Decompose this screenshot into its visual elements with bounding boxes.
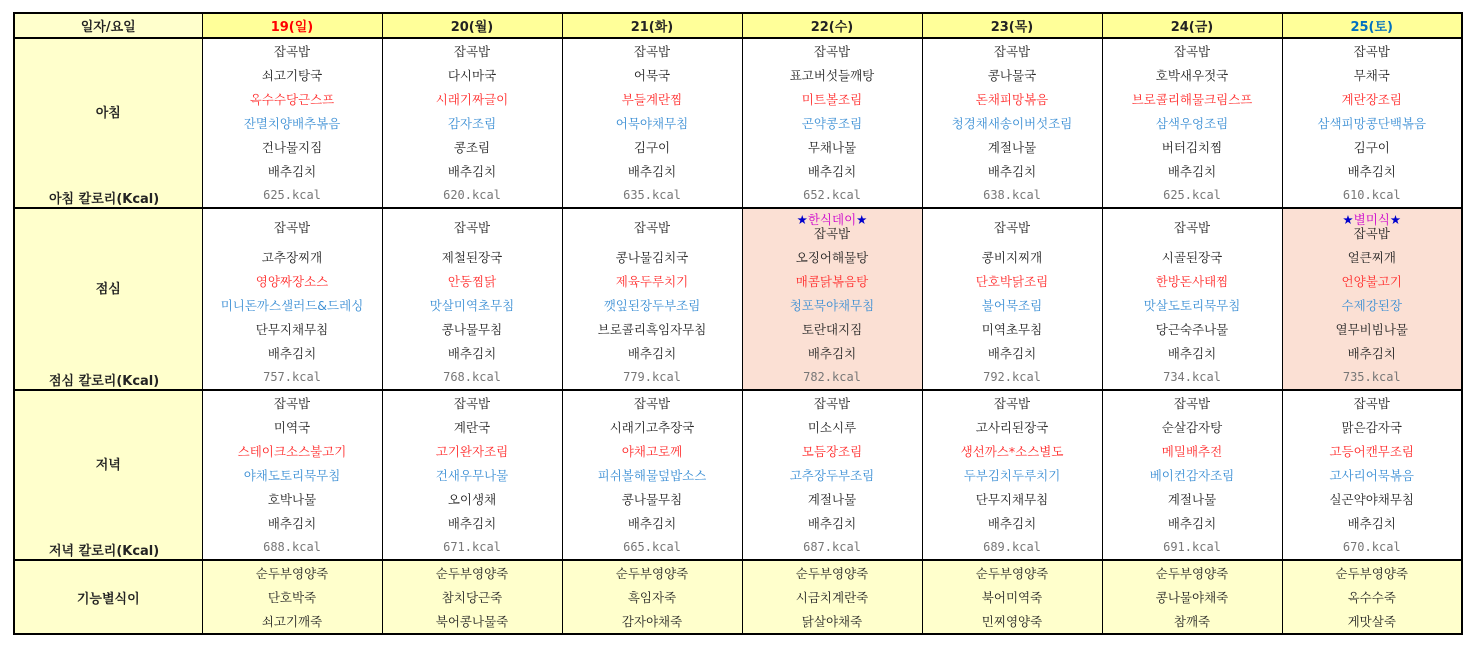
lunch-dish: 브로콜리흑임자무침 [562,317,742,341]
porridge-item: 시금치계란죽 [742,585,922,609]
breakfast-dish: 삼색피망콩단백볶음 [1282,111,1462,135]
weekly-menu-table [13,12,1463,635]
dinner-row [14,487,1462,511]
breakfast-dish: 계절나물 [922,135,1102,159]
breakfast-dish: 배추김치 [202,159,382,183]
lunch-dish: 배추김치 [742,341,922,365]
breakfast-dish: 잡곡밥 [202,38,382,63]
dinner-dish: 고등어캔무조림 [1282,439,1462,463]
breakfast-dish: 잡곡밥 [1282,38,1462,63]
lunch-dish: 고추장찌개 [202,245,382,269]
breakfast-dish: 콩조림 [382,135,562,159]
breakfast-dish: 배추김치 [382,159,562,183]
breakfast-dish: 옥수수당근스프 [202,87,382,111]
lunch-dish: 잡곡밥 [922,208,1102,245]
dinner-calorie-value: 665.kcal [562,535,742,560]
header-date-day: 일자/요일 [14,13,202,38]
breakfast-dish: 브로콜리해물크림스프 [1102,87,1282,111]
breakfast-dish: 호박새우젓국 [1102,63,1282,87]
lunch-dish: 열무비빔나물 [1282,317,1462,341]
lunch-dish: 한방돈사태찜 [1102,269,1282,293]
dinner-label: 저녁 [14,390,202,535]
lunch-calorie-label: 점심 칼로리(Kcal) [14,365,202,390]
breakfast-dish: 감자조림 [382,111,562,135]
dinner-dish: 미소시루 [742,415,922,439]
lunch-calorie-value: 735.kcal [1282,365,1462,390]
breakfast-row [14,111,1462,135]
breakfast-label: 아침 [14,38,202,183]
breakfast-dish: 잡곡밥 [562,38,742,63]
header-day-tue: 21(화) [562,13,742,38]
breakfast-calorie-value: 652.kcal [742,183,922,208]
dinner-dish: 계절나물 [742,487,922,511]
breakfast-row [14,63,1462,87]
breakfast-calorie-row [14,183,1462,208]
lunch-dish: 제철된장국 [382,245,562,269]
dinner-dish: 피쉬볼해물덮밥소스 [562,463,742,487]
lunch-dish: 배추김치 [202,341,382,365]
porridge-item: 흑임자죽 [562,585,742,609]
lunch-dish: 토란대지짐 [742,317,922,341]
lunch-dish: 오징어해물탕 [742,245,922,269]
breakfast-dish: 배추김치 [922,159,1102,183]
lunch-dish: 배추김치 [562,341,742,365]
breakfast-dish: 어묵야채무침 [562,111,742,135]
dinner-row [14,463,1462,487]
breakfast-row [14,38,1462,63]
special-day-event [743,213,922,227]
breakfast-calorie-value: 620.kcal [382,183,562,208]
dinner-dish: 단무지채무침 [922,487,1102,511]
dinner-calorie-label: 저녁 칼로리(Kcal) [14,535,202,560]
breakfast-dish: 버터김치찜 [1102,135,1282,159]
breakfast-dish: 무채국 [1282,63,1462,87]
dinner-dish: 배추김치 [202,511,382,535]
star-icon: ★ [1342,212,1354,227]
lunch-dish: 맛살도토리묵무침 [1102,293,1282,317]
breakfast-dish: 시래기짜글이 [382,87,562,111]
breakfast-dish: 표고버섯들깨탕 [742,63,922,87]
lunch-calorie-row [14,365,1462,390]
dinner-dish: 순살감자탕 [1102,415,1282,439]
dinner-dish: 메밀배추전 [1102,439,1282,463]
dinner-dish: 콩나물무침 [562,487,742,511]
dinner-dish: 두부김치두루치기 [922,463,1102,487]
breakfast-dish: 무채나물 [742,135,922,159]
porridge-item: 단호박죽 [202,585,382,609]
porridge-item: 감자야채죽 [562,609,742,634]
special-diet-row [14,560,1462,585]
lunch-dish: 콩나물김치국 [562,245,742,269]
lunch-dish: 잡곡밥 [202,208,382,245]
dinner-dish: 계절나물 [1102,487,1282,511]
lunch-dish: 콩비지찌개 [922,245,1102,269]
star-icon: ★ [1389,212,1402,227]
breakfast-dish: 배추김치 [1282,159,1462,183]
lunch-row [14,245,1462,269]
dish-name: 잡곡밥 [1353,226,1390,241]
porridge-item: 순두부영양죽 [1102,560,1282,585]
breakfast-dish: 곤약콩조림 [742,111,922,135]
lunch-dish [1282,208,1462,245]
breakfast-calorie-value: 625.kcal [202,183,382,208]
breakfast-dish: 김구이 [1282,135,1462,159]
lunch-dish: 깻잎된장두부조림 [562,293,742,317]
porridge-item: 순두부영양죽 [562,560,742,585]
dinner-dish: 스테이크소스불고기 [202,439,382,463]
dinner-calorie-value: 691.kcal [1102,535,1282,560]
special-day-title: 한식데이 [807,212,857,227]
lunch-dish: 수제강된장 [1282,293,1462,317]
special-diet-row [14,609,1462,634]
lunch-dish: 잡곡밥 [562,208,742,245]
breakfast-calorie-value: 625.kcal [1102,183,1282,208]
dinner-dish: 배추김치 [1282,511,1462,535]
header-day-mon: 20(월) [382,13,562,38]
dinner-dish: 고사리된장국 [922,415,1102,439]
lunch-calorie-value: 779.kcal [562,365,742,390]
lunch-dish: 배추김치 [382,341,562,365]
porridge-item: 순두부영양죽 [1282,560,1462,585]
dinner-dish: 고사리어묵볶음 [1282,463,1462,487]
dinner-dish: 배추김치 [922,511,1102,535]
dinner-calorie-value: 687.kcal [742,535,922,560]
lunch-dish: 불어묵조림 [922,293,1102,317]
breakfast-dish: 콩나물국 [922,63,1102,87]
dinner-dish: 건새우무나물 [382,463,562,487]
breakfast-dish: 잡곡밥 [382,38,562,63]
header-row [14,13,1462,38]
breakfast-dish: 배추김치 [562,159,742,183]
dinner-dish: 계란국 [382,415,562,439]
dinner-row [14,415,1462,439]
dinner-dish: 배추김치 [1102,511,1282,535]
breakfast-calorie-value: 635.kcal [562,183,742,208]
porridge-item: 북어콩나물죽 [382,609,562,634]
breakfast-dish: 배추김치 [742,159,922,183]
lunch-dish: 맛살미역초무침 [382,293,562,317]
lunch-calorie-value: 768.kcal [382,365,562,390]
lunch-dish: 영양짜장소스 [202,269,382,293]
breakfast-row [14,87,1462,111]
lunch-dish: 미역초무침 [922,317,1102,341]
lunch-dish: 잡곡밥 [1102,208,1282,245]
dinner-dish: 모듬장조림 [742,439,922,463]
porridge-item: 북어미역죽 [922,585,1102,609]
breakfast-dish: 다시마국 [382,63,562,87]
dinner-dish: 배추김치 [742,511,922,535]
dinner-dish: 베이컨감자조림 [1102,463,1282,487]
lunch-dish: 잡곡밥 [382,208,562,245]
lunch-row [14,317,1462,341]
dinner-dish: 고추장두부조림 [742,463,922,487]
dinner-dish: 고기완자조림 [382,439,562,463]
lunch-row [14,269,1462,293]
breakfast-dish: 돈채피망볶음 [922,87,1102,111]
lunch-calorie-value: 792.kcal [922,365,1102,390]
lunch-dish: 얼큰찌개 [1282,245,1462,269]
porridge-item: 순두부영양죽 [742,560,922,585]
header-day-sat: 25(토) [1282,13,1462,38]
breakfast-dish: 청경채새송이버섯조림 [922,111,1102,135]
porridge-item: 쇠고기깨죽 [202,609,382,634]
dinner-row [14,390,1462,415]
lunch-dish [742,208,922,245]
dinner-dish: 잡곡밥 [382,390,562,415]
dinner-dish: 실곤약야채무침 [1282,487,1462,511]
breakfast-dish: 잡곡밥 [1102,38,1282,63]
dinner-calorie-value: 671.kcal [382,535,562,560]
lunch-dish: 시골된장국 [1102,245,1282,269]
porridge-item: 순두부영양죽 [922,560,1102,585]
lunch-dish: 배추김치 [922,341,1102,365]
porridge-item: 민찌영양죽 [922,609,1102,634]
lunch-dish: 미니돈까스샐러드&드레싱 [202,293,382,317]
dinner-dish: 배추김치 [562,511,742,535]
lunch-dish: 단무지채무침 [202,317,382,341]
special-day-title: 별미식 [1353,212,1390,227]
porridge-item: 순두부영양죽 [382,560,562,585]
lunch-row [14,341,1462,365]
breakfast-dish: 건나물지짐 [202,135,382,159]
dinner-calorie-value: 688.kcal [202,535,382,560]
header-day-thu: 23(목) [922,13,1102,38]
breakfast-dish: 잔멸치양배추볶음 [202,111,382,135]
dinner-dish: 잡곡밥 [1282,390,1462,415]
header-day-fri: 24(금) [1102,13,1282,38]
dinner-dish: 배추김치 [382,511,562,535]
lunch-calorie-value: 734.kcal [1102,365,1282,390]
dinner-dish: 야채고로께 [562,439,742,463]
breakfast-dish: 배추김치 [1102,159,1282,183]
breakfast-dish: 계란장조림 [1282,87,1462,111]
breakfast-dish: 쇠고기탕국 [202,63,382,87]
lunch-dish: 콩나물무침 [382,317,562,341]
header-day-wed: 22(수) [742,13,922,38]
dinner-calorie-row [14,535,1462,560]
dish-name: 잡곡밥 [813,226,851,241]
breakfast-dish: 잡곡밥 [922,38,1102,63]
lunch-calorie-value: 757.kcal [202,365,382,390]
breakfast-calorie-value: 610.kcal [1282,183,1462,208]
lunch-row [14,293,1462,317]
star-icon: ★ [796,212,808,227]
dinner-calorie-value: 689.kcal [922,535,1102,560]
dinner-dish: 야채도토리묵무침 [202,463,382,487]
lunch-calorie-value: 782.kcal [742,365,922,390]
lunch-dish: 배추김치 [1102,341,1282,365]
porridge-item: 콩나물야채죽 [1102,585,1282,609]
breakfast-calorie-label: 아침 칼로리(Kcal) [14,183,202,208]
porridge-item: 참깨죽 [1102,609,1282,634]
lunch-dish: 안동찜닭 [382,269,562,293]
lunch-dish: 단호박닭조림 [922,269,1102,293]
porridge-item: 순두부영양죽 [202,560,382,585]
dinner-dish: 시래기고추장국 [562,415,742,439]
dinner-dish: 잡곡밥 [1102,390,1282,415]
dinner-dish: 잡곡밥 [922,390,1102,415]
lunch-label: 점심 [14,208,202,365]
breakfast-calorie-value: 638.kcal [922,183,1102,208]
dinner-dish: 잡곡밥 [742,390,922,415]
header-day-sun: 19(일) [202,13,382,38]
lunch-dish: 언양불고기 [1282,269,1462,293]
special-day-event [1283,213,1462,227]
dinner-dish: 잡곡밥 [202,390,382,415]
breakfast-row [14,135,1462,159]
dinner-row [14,439,1462,463]
dinner-dish: 잡곡밥 [562,390,742,415]
lunch-dish: 당근숙주나물 [1102,317,1282,341]
porridge-item: 옥수수죽 [1282,585,1462,609]
special-diet-row [14,585,1462,609]
lunch-dish: 배추김치 [1282,341,1462,365]
dinner-dish: 맑은감자국 [1282,415,1462,439]
breakfast-dish: 부들계란찜 [562,87,742,111]
star-icon: ★ [856,212,868,227]
lunch-dish: 청포묵야채무침 [742,293,922,317]
lunch-dish: 제육두루치기 [562,269,742,293]
special-diet-label: 기능별식이 [14,560,202,634]
breakfast-dish: 잡곡밥 [742,38,922,63]
porridge-item: 게맛살죽 [1282,609,1462,634]
dinner-dish: 호박나물 [202,487,382,511]
dinner-row [14,511,1462,535]
dinner-calorie-value: 670.kcal [1282,535,1462,560]
porridge-item: 닭살야채죽 [742,609,922,634]
breakfast-dish: 삼색우엉조림 [1102,111,1282,135]
dinner-dish: 미역국 [202,415,382,439]
breakfast-dish: 어묵국 [562,63,742,87]
porridge-item: 참치당근죽 [382,585,562,609]
breakfast-dish: 김구이 [562,135,742,159]
lunch-row [14,208,1462,245]
dinner-dish: 생선까스*소스별도 [922,439,1102,463]
meal-plan-container [13,12,1463,635]
lunch-dish: 매콤닭볶음탕 [742,269,922,293]
breakfast-row [14,159,1462,183]
breakfast-dish: 미트볼조림 [742,87,922,111]
dinner-dish: 오이생채 [382,487,562,511]
